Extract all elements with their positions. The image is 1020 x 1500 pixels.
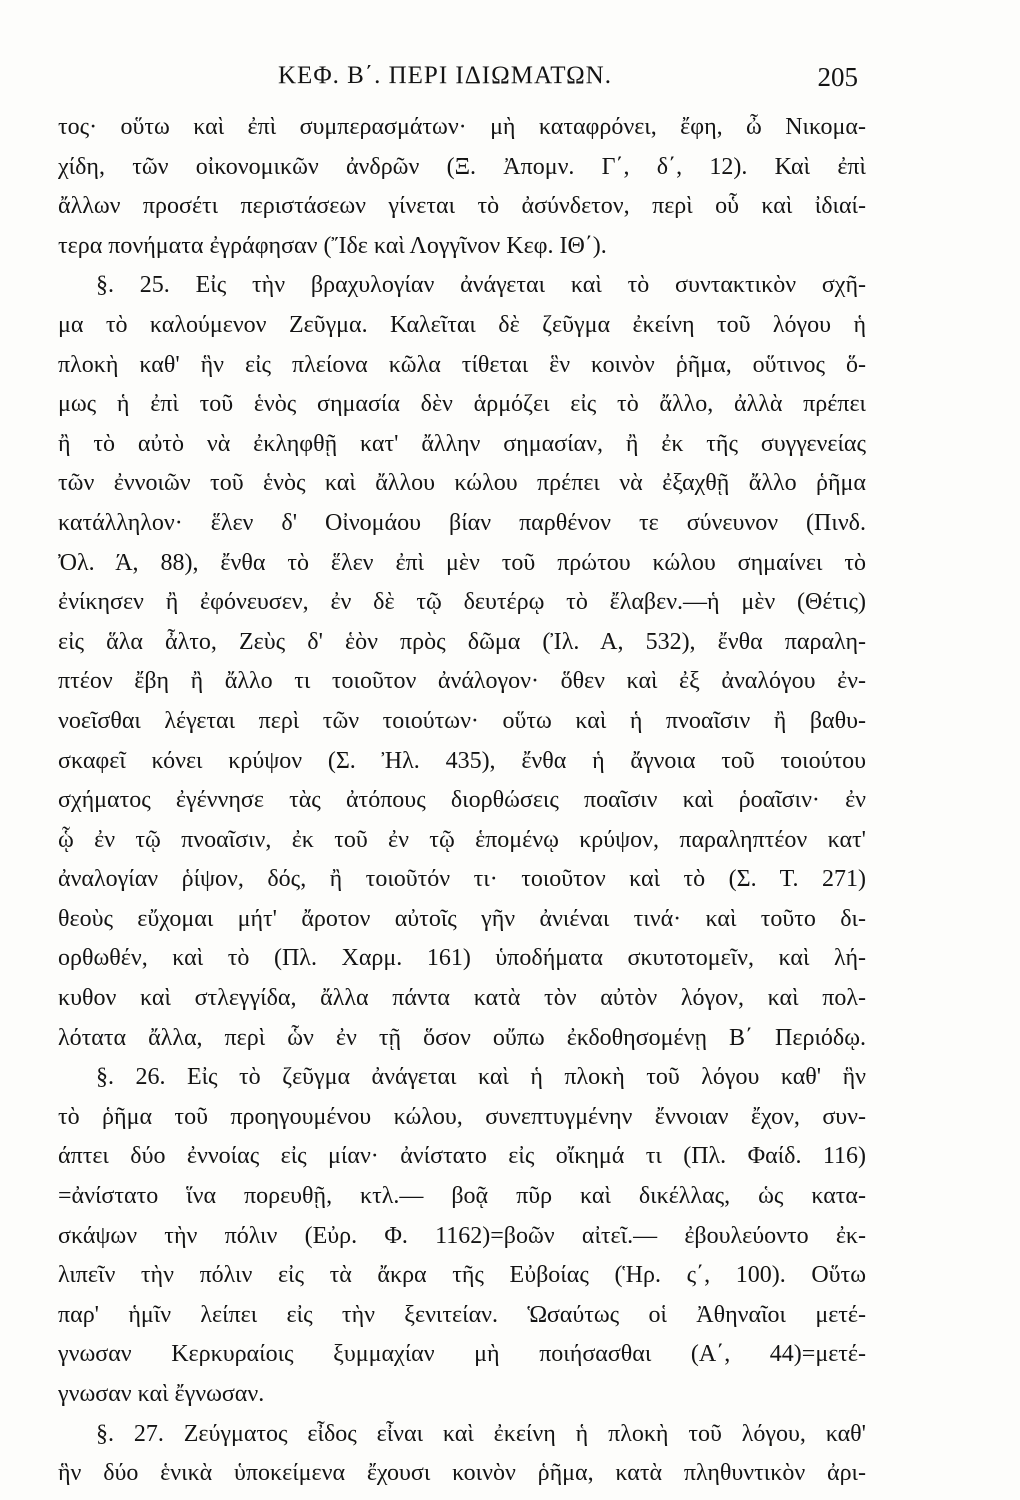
text-line: γνωσαν Κερκυραίοις ξυμμαχίαν μὴ ποιήσασθαι (Α΄, 44)=μετέ- bbox=[58, 1341, 866, 1368]
text-line: τῶν ἐννοιῶν τοῦ ἑνὸς καὶ ἄλλου κώλου πρέπει νὰ ἐξαχθῇ ἄλλο ῥῆμα bbox=[58, 470, 866, 497]
text-line: χίδη, τῶν οἰκονομικῶν ἀνδρῶν (Ξ. Ἀπομν. Γ΄, δ΄, 12). Καὶ ἐπὶ bbox=[58, 153, 866, 180]
text-line: Ὀλ. Ά, 88), ἔνθα τὸ ἕλεν ἐπὶ μὲν τοῦ πρώτου κώλου σημαίνει τὸ bbox=[58, 549, 866, 576]
text-line: θεοὺς εὔχομαι μήτ' ἄροτον αὐτοῖς γῆν ἀνιέναι τινά· καὶ τοῦτο δι- bbox=[58, 905, 866, 932]
text-line: σκαφεῖ κόνει κρύψον (Σ. Ἠλ. 435), ἔνθα ἡ ἄγνοια τοῦ τοιούτου bbox=[58, 747, 866, 774]
text-line: ἐνίκησεν ἢ ἐφόνευσεν, ἐν δὲ τῷ δευτέρῳ τὸ ἔλαβεν.—ἡ μὲν (Θέτις) bbox=[58, 589, 866, 616]
text-line: κατάλληλον· ἕλεν δ' Οἰνομάου βίαν παρθένον τε σύνευνον (Πινδ. bbox=[58, 509, 866, 536]
text-line: άπτει δύο ἐννοίας εἰς μίαν· ἀνίστατο εἰς οἴκημά τι (Πλ. Φαίδ. 116) bbox=[58, 1143, 866, 1170]
running-head bbox=[58, 62, 858, 102]
text-line: ἄλλων προσέτι περιστάσεων γίνεται τὸ ἀσύνδετον, περὶ οὗ καὶ ἰδιαί- bbox=[58, 193, 866, 220]
text-line: παρ' ἡμῖν λείπει εἰς τὴν ξενιτείαν. Ὡσαύτως οἱ Ἀθηναῖοι μετέ- bbox=[58, 1301, 866, 1328]
text-line: μως ἡ ἐπὶ τοῦ ἑνὸς σημασία δὲν ἁρμόζει εἰς τὸ ἄλλο, ἀλλὰ πρέπει bbox=[58, 391, 866, 418]
text-line: τος· οὕτω καὶ ἐπὶ συμπερασμάτων· μὴ καταφρόνει, ἔφη, ὦ Νικομα- bbox=[58, 114, 866, 140]
text-line: λότατα ἄλλα, περὶ ὧν ἐν τῇ ὅσον οὔπω ἐκδοθησομένῃ Β΄ Περιόδῳ. bbox=[58, 1024, 866, 1051]
text-line: ἢ τὸ αὐτὸ νὰ ἐκληφθῇ κατ' ἄλλην σημασίαν, ἢ ἐκ τῆς συγγενείας bbox=[58, 430, 866, 457]
text-line: νοεῖσθαι λέγεται περὶ τῶν τοιούτων· οὕτω καὶ ἡ πνοαῖσιν ἢ βαθυ- bbox=[58, 707, 866, 734]
page-number: 205 bbox=[817, 62, 858, 92]
section-heading-line: §. 25. Εἰς τὴν βραχυλογίαν ἀνάγεται καὶ τὸ συντακτικὸν σχῆ- bbox=[96, 272, 866, 299]
text-line: κυθον καὶ στλεγγίδα, ἄλλα πάντα κατὰ τὸν αὐτὸν λόγον, καὶ πολ- bbox=[58, 985, 866, 1012]
text-line: μα τὸ καλούμενον Ζεῦγμα. Καλεῖται δὲ ζεῦγμα ἐκείνη τοῦ λόγου ἡ bbox=[58, 311, 866, 338]
chapter-title: ΚΕΦ. Β΄. ΠΕΡΙ ΙΔΙΩΜΑΤΩΝ. bbox=[278, 62, 612, 89]
text-line: ἀναλογίαν ῥίψον, δός, ἢ τοιοῦτόν τι· τοιοῦτον καὶ τὸ (Σ. Τ. 271) bbox=[58, 866, 866, 893]
text-line: σκάψων τὴν πόλιν (Εὐρ. Φ. 1162)=βοῶν αἰτεῖ.— ἐβουλεύοντο ἐκ- bbox=[58, 1222, 866, 1249]
text-line: τερα πονήματα ἐγράφησαν (Ἴδε καὶ Λογγῖνον Κεφ. ΙΘ΄). bbox=[58, 232, 607, 259]
text-line: πλοκὴ καθ' ἣν εἰς πλείονα κῶλα τίθεται ἓν κοινὸν ῥῆμα, οὕτινος ὅ- bbox=[58, 351, 866, 378]
text-line: τὸ ῥῆμα τοῦ προηγουμένου κώλου, συνεπτυγμένην ἔννοιαν ἔχον, συν- bbox=[58, 1103, 866, 1130]
text-line: ορθωθέν, καὶ τὸ (Πλ. Χαρμ. 161) ὑποδήματα σκυτοτομεῖν, καὶ λή- bbox=[58, 945, 866, 972]
text-line: γνωσαν καὶ ἔγνωσαν. bbox=[58, 1381, 265, 1407]
section-heading-line: §. 27. Ζεύγματος εἶδος εἶναι καὶ ἐκείνη ἡ πλοκὴ τοῦ λόγου, καθ' bbox=[96, 1420, 866, 1447]
section-heading-line: §. 26. Εἰς τὸ ζεῦγμα ἀνάγεται καὶ ἡ πλοκὴ τοῦ λόγου καθ' ἣν bbox=[96, 1064, 866, 1091]
text-line: ἣν δύο ἑνικὰ ὑποκείμενα ἔχουσι κοινὸν ῥῆμα, κατὰ πληθυντικὸν ἀρι- bbox=[58, 1460, 866, 1487]
body-text bbox=[58, 108, 866, 1494]
text-line: λιπεῖν τὴν πόλιν εἰς τὰ ἄκρα τῆς Εὐβοίας (Ἡρ. ς΄, 100). Οὕτω bbox=[58, 1262, 866, 1289]
text-line: σχήματος ἐγέννησε τὰς ἀτόπους διορθώσεις ποαῖσιν καὶ ῥοαῖσιν· ἐν bbox=[58, 787, 866, 814]
text-line: =ἀνίστατο ἵνα πορευθῇ, κτλ.— βοᾷ πῦρ καὶ δικέλλας, ὡς κατα- bbox=[58, 1183, 866, 1210]
text-line: ᾧ ἐν τῷ πνοαῖσιν, ἐκ τοῦ ἐν τῷ ἑπομένῳ κρύψον, παραληπτέον κατ' bbox=[58, 826, 866, 853]
text-line: εἰς ἅλα ἆλτο, Ζεὺς δ' ἑὸν πρὸς δῶμα (Ἰλ. Α, 532), ἔνθα παραλη- bbox=[58, 628, 866, 655]
text-line: πτέον ἔβη ἢ ἄλλο τι τοιοῦτον ἀνάλογον· ὅθεν καὶ ἐξ ἀναλόγου ἐν- bbox=[58, 668, 866, 695]
